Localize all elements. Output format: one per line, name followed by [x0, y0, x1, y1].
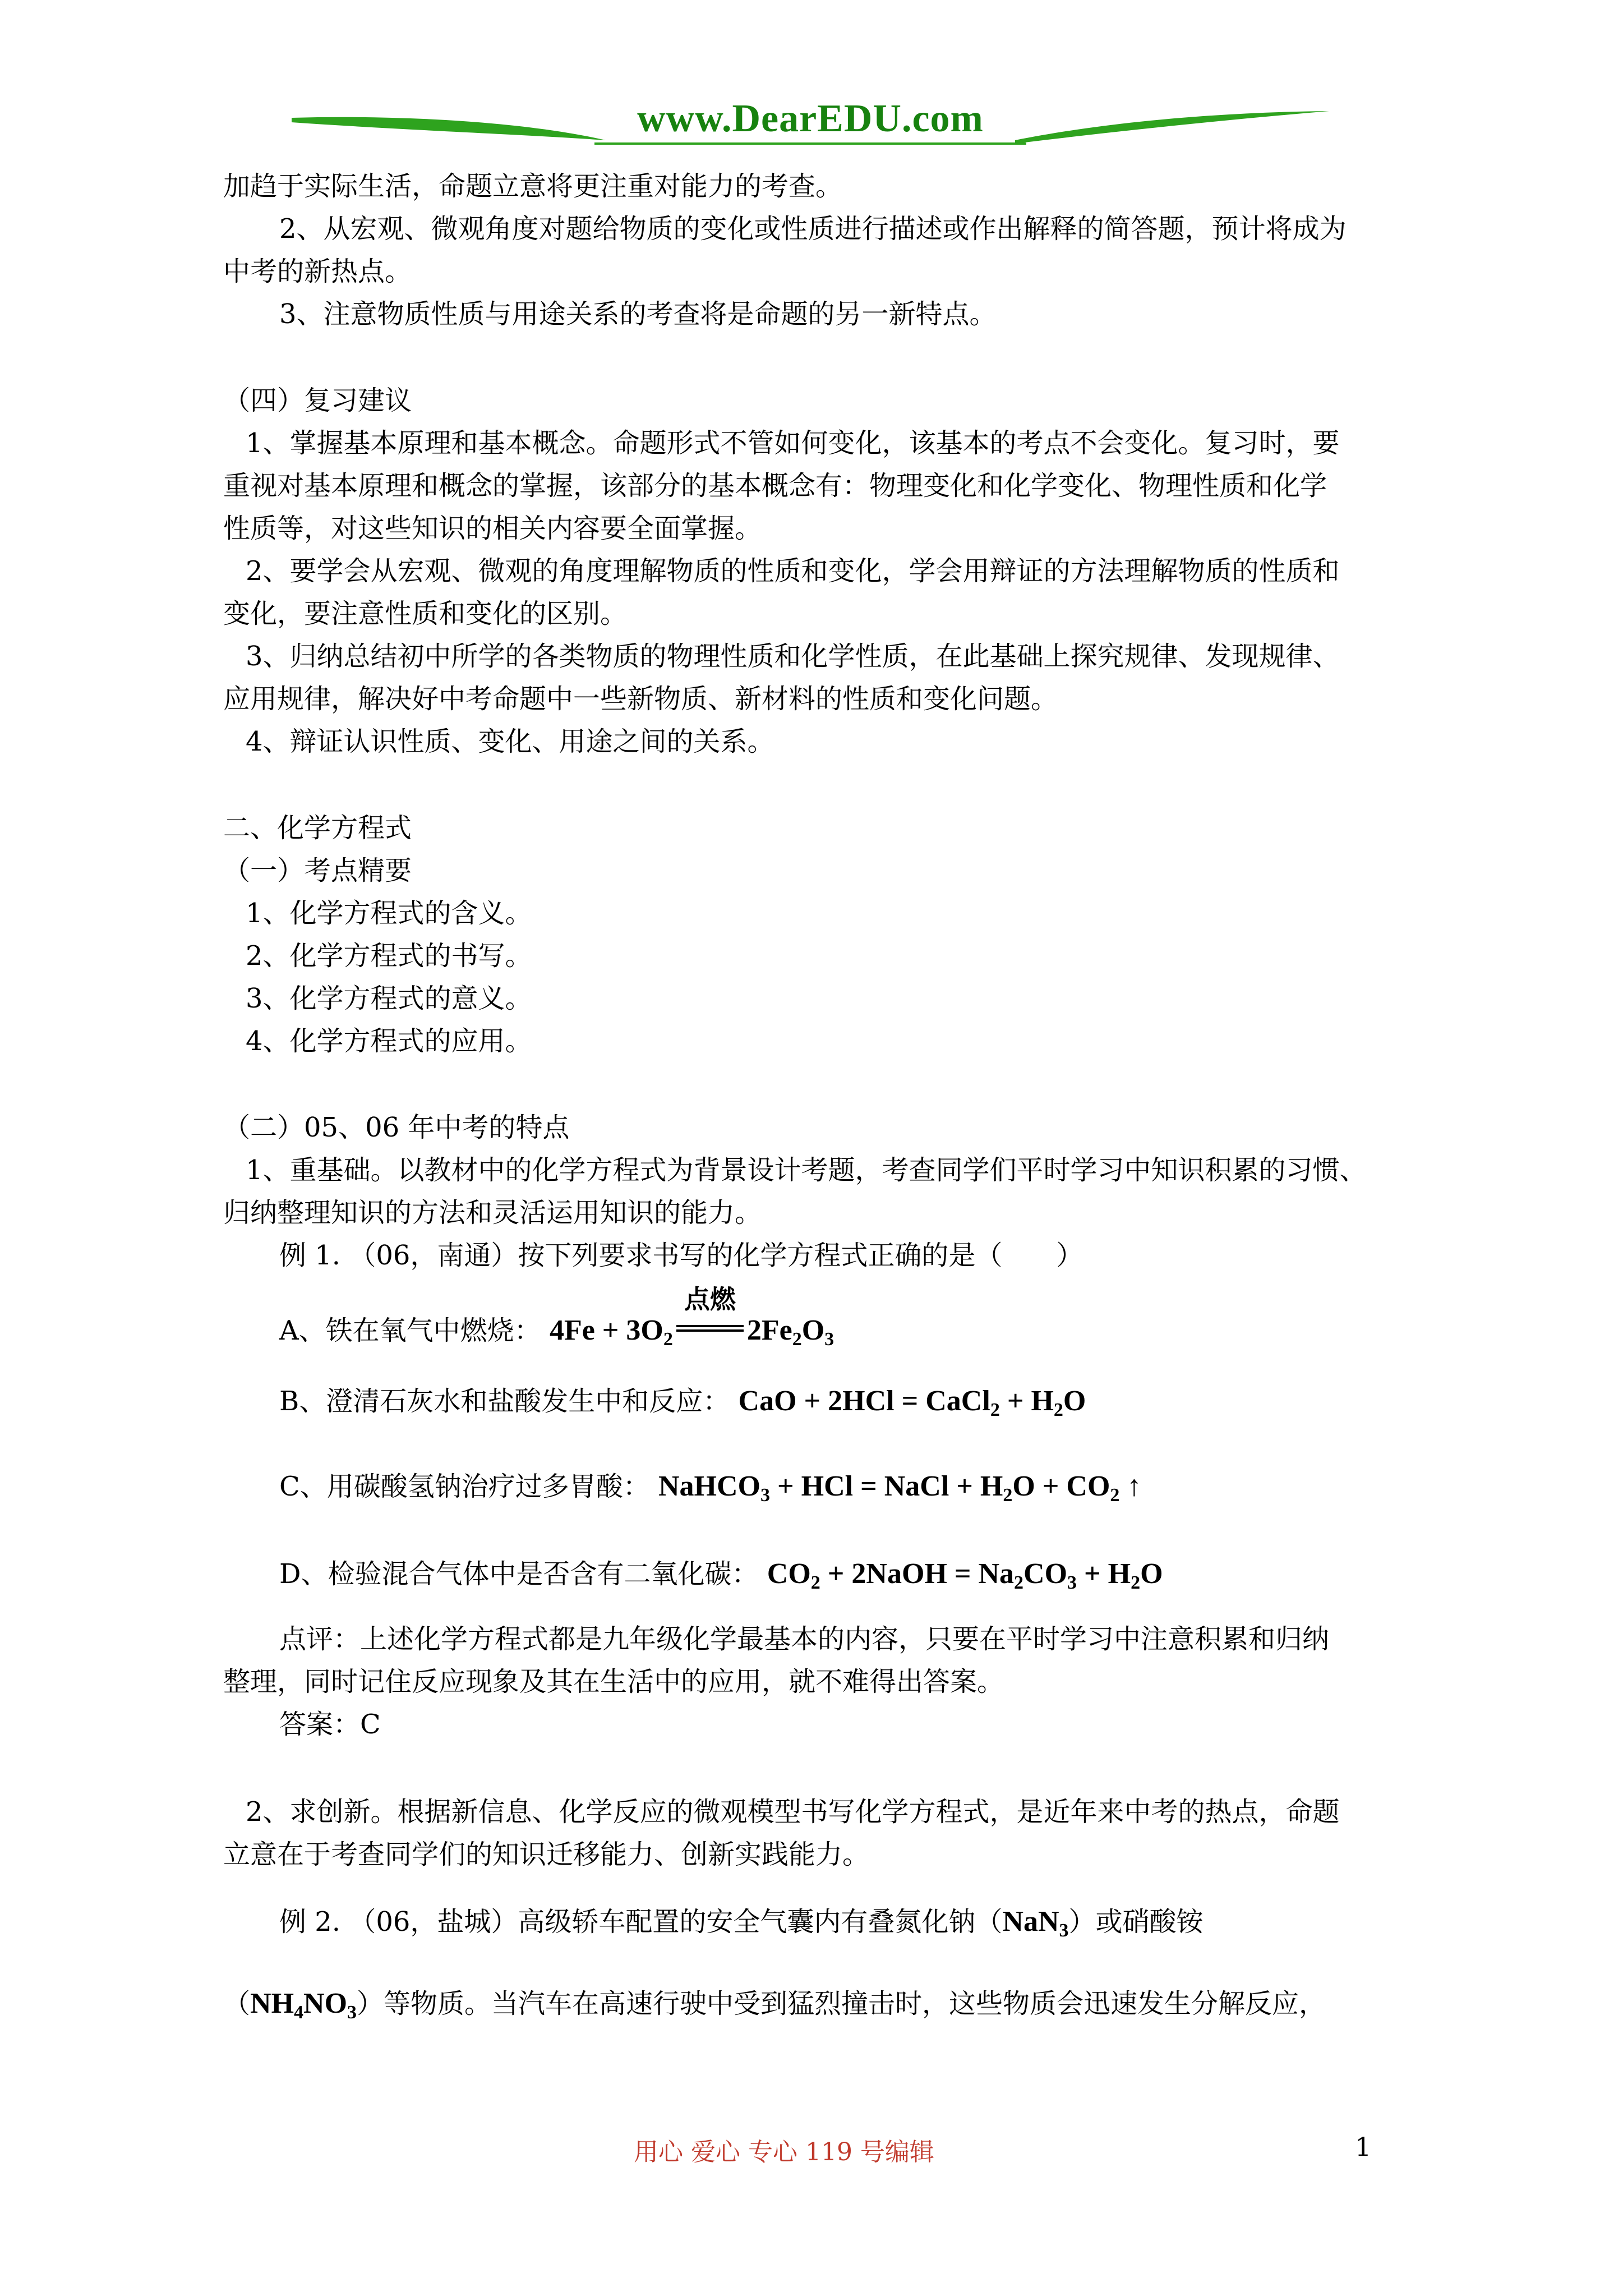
section-heading: （四）复习建议	[223, 385, 412, 416]
page-number: 1	[1355, 2132, 1372, 2162]
equals-bars	[676, 1325, 744, 1332]
paragraph-line: 2、求创新。根据新信息、化学反应的微观模型书写化学方程式，是近年来中考的热点，命题	[246, 1796, 1340, 1828]
list-item: 2、化学方程式的书写。	[246, 940, 532, 972]
paragraph-line: 应用规律，解决好中考命题中一些新物质、新材料的性质和变化问题。	[223, 683, 1058, 715]
paragraph-line: 4、辩证认识性质、变化、用途之间的关系。	[246, 726, 774, 757]
paragraph-line: 加趋于实际生活，命题立意将更注重对能力的考查。	[223, 171, 843, 202]
example-2-text: 例 2. （06，盐城）高级轿车配置的安全气囊内有叠氮化钠（	[279, 1906, 1003, 1938]
list-item: 1、化学方程式的含义。	[246, 898, 532, 929]
example-2-line	[223, 1987, 1326, 2021]
option-d-label: D、检验混合气体中是否含有二氧化碳：	[279, 1558, 759, 1590]
option-b	[279, 1384, 1086, 1418]
example-2-line	[279, 1905, 1204, 1939]
paragraph-line: 1、重基础。以教材中的化学方程式为背景设计考题，考查同学们平时学习中知识积累的习惯、	[246, 1154, 1367, 1186]
paragraph-line: 2、要学会从宏观、微观的角度理解物质的性质和变化，学会用辩证的方法理解物质的性质和	[246, 555, 1340, 587]
answer-line: 答案：C	[279, 1709, 381, 1740]
paragraph-line: 立意在于考查同学们的知识迁移能力、创新实践能力。	[223, 1839, 870, 1870]
example-question: 例 1. （06，南通）按下列要求书写的化学方程式正确的是（ ）	[279, 1240, 1083, 1271]
paragraph-line: 变化，要注意性质和变化的区别。	[223, 598, 628, 629]
equation-c: NaHCO$_3$ + HCl = NaCl + $H_2O + CO_2$ ↑	[658, 1470, 1142, 1506]
paragraph-line: 中考的新热点。	[223, 256, 412, 287]
up-arrow-icon: ↑	[1127, 1470, 1142, 1502]
paragraph-line: 3、归纳总结初中所学的各类物质的物理性质和化学性质，在此基础上探究规律、发现规律、	[246, 641, 1340, 672]
subsection-heading: （一）考点精要	[223, 855, 412, 886]
example-2-text-tail: ）或硝酸铵	[1068, 1906, 1204, 1938]
formula-nh4no3: $NH_4NO_3$	[250, 1987, 357, 2023]
option-c	[279, 1470, 1142, 1506]
paragraph-line: 性质等，对这些知识的相关内容要全面掌握。	[223, 513, 762, 544]
comment-line: 点评：上述化学方程式都是九年级化学最基本的内容，只要在平时学习中注意积累和归纳	[279, 1623, 1330, 1655]
reaction-condition	[676, 1284, 744, 1347]
open-paren: （	[223, 1988, 251, 2019]
paragraph-line: 归纳整理知识的方法和灵活运用知识的能力。	[223, 1197, 762, 1228]
section-heading: 二、化学方程式	[223, 812, 412, 844]
equation-a: $4Fe + 3O_2$ 点燃 $2Fe_2O_3$	[550, 1314, 834, 1346]
paragraph-line: 重视对基本原理和概念的掌握，该部分的基本概念有：物理变化和化学变化、物理性质和化学	[223, 470, 1327, 501]
equation-b: CaO + 2HCl = CaCl$_2$ + $H_2O$	[738, 1385, 1086, 1420]
option-d	[279, 1557, 1163, 1591]
equation-d: $CO_2$ + 2NaOH = $Na_2CO_3 + H_2O$	[767, 1558, 1163, 1593]
paragraph-line: 3、注意物质性质与用途关系的考查将是命题的另一新特点。	[279, 298, 997, 330]
comment-line: 整理，同时记住反应现象及其在生活中的应用，就不难得出答案。	[223, 1666, 1004, 1697]
paragraph-line: 2、从宏观、微观角度对题给物质的变化或性质进行描述或作出解释的简答题，预计将成为	[279, 213, 1347, 245]
site-banner	[292, 95, 1329, 157]
option-c-label: C、用碳酸氢钠治疗过多胃酸：	[279, 1471, 650, 1502]
option-b-label: B、澄清石灰水和盐酸发生中和反应：	[279, 1386, 730, 1417]
example-2-text-cont: ）等物质。当汽车在高速行驶中受到猛烈撞击时，这些物质会迅速发生分解反应，	[357, 1988, 1326, 2019]
formula-nan3: NaN$_3$	[1002, 1906, 1069, 1941]
paragraph-line: 1、掌握基本原理和基本概念。命题形式不管如何变化，该基本的考点不会变化。复习时，要	[246, 427, 1340, 459]
list-item: 4、化学方程式的应用。	[246, 1025, 532, 1057]
banner-site-text: www.DearEDU.com	[637, 97, 984, 140]
list-item: 3、化学方程式的意义。	[246, 983, 532, 1014]
footer-editor-note: 用心 爱心 专心 119 号编辑	[634, 2138, 934, 2166]
option-a-label: A、铁在氧气中燃烧：	[279, 1315, 541, 1346]
option-a	[279, 1284, 834, 1350]
condition-text: 点燃	[684, 1284, 736, 1314]
subsection-heading: （二）05、06 年中考的特点	[223, 1112, 570, 1143]
